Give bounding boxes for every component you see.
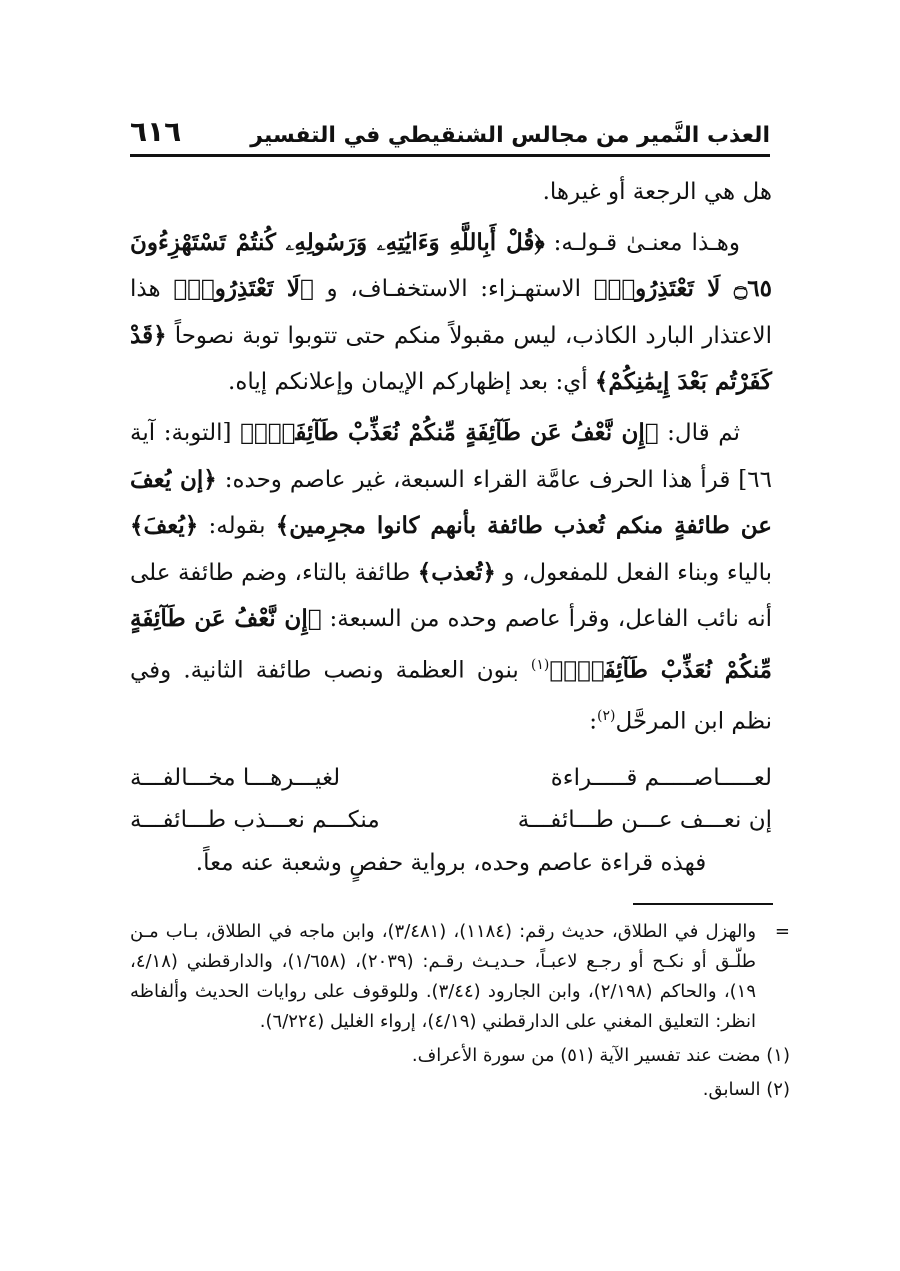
paragraph-4: فهذه قراءة عاصم وحده، برواية حفصٍ وشعبة عنه معاً. bbox=[195, 850, 707, 877]
footnote-2: (٢) السابق. bbox=[702, 1079, 790, 1100]
text-run: ثم قال: bbox=[658, 419, 740, 446]
poem bbox=[130, 757, 772, 841]
footnote-1: (١) مضت عند تفسير الآية (٥١) من سورة الأعراف. bbox=[411, 1045, 790, 1066]
paragraph-3 bbox=[130, 410, 772, 745]
text-run: طائفة بالتاء، وضم طائفة على أنه نائب الفاعل، وقرأ عاصم وحده من السبعة: bbox=[130, 559, 773, 633]
running-title: العذب النَّمير من مجالس الشنقيطي في التفسير bbox=[250, 123, 770, 148]
quran-quote: ﴿إِن نَّعْفُ عَن طَآئِفَةٍ مِّنكُمْ نُعَذِّبْ طَآئِفَةًۢ﴾ bbox=[130, 605, 772, 684]
poem-hemistich-right: إن نعـــف عـــن طـــائفـــة bbox=[517, 807, 772, 834]
quran-quote: ﴿قَدْ كَفَرْتُم بَعْدَ إِيمَٰنِكُمْ﴾ bbox=[130, 321, 772, 396]
page-header bbox=[130, 108, 770, 157]
paragraph-1: هل هي الرجعة أو غيرها. bbox=[542, 179, 772, 205]
text-run: وهـذا معنـىٰ قـولـه: bbox=[544, 229, 740, 256]
text-run: هذا الاعتذار البارد الكاذب، ليس مقبولاً منكم حتى تتوبوا توبة نصوحاً bbox=[130, 276, 772, 349]
poem-hemistich-left: لغيـــرهـــا مخـــالفـــة bbox=[130, 765, 341, 792]
footnote-ref-1: (١) bbox=[530, 656, 550, 673]
paragraph-2 bbox=[130, 220, 772, 406]
poem-hemistich-right: لعـــــاصـــــم قـــــراءة bbox=[550, 765, 772, 792]
quran-quote: ﴿قُلْ أَبِاللَّهِ وَءَايَٰتِهِۦ وَرَسُولِهِۦ كُنتُمْ تَسْتَهْزِءُونَ ۝٦٥ لَا تَعْتَذِرُوا۟﴾ bbox=[130, 228, 773, 303]
text-run: أي: بعد إظهاركم الإيمان وإعلانكم إياه. bbox=[228, 369, 595, 396]
quran-quote: ﴿إِن نَّعْفُ عَن طَآئِفَةٍ مِّنكُمْ نُعَذِّبْ طَآئِفَةًۢ﴾ bbox=[240, 418, 659, 446]
reading-quote: ﴿يُعفَ﴾ bbox=[130, 512, 199, 540]
poem-line bbox=[130, 799, 772, 841]
text-run: : bbox=[589, 708, 597, 735]
reading-quote: ﴿تُعذب﴾ bbox=[417, 558, 496, 586]
poem-hemistich-left: منكـــم نعـــذب طـــائفـــة bbox=[130, 807, 380, 834]
footnote-text: والهزل في الطلاق، حديث رقم: (١١٨٤)، (٣/٤٨١)، وابن ماجه في الطلاق، بـاب مـن طلّـق أو نكـح أو رجـع لاعبـاً، حـديـث رقـم: (٢٠٣٩)، (١/٦٥٨)، والدارقطني (٤/١٨، ١٩)، والحاكم (٢/١٩٨)، وابن الجارود (٣/٤٤). وللوقوف على روايات الحديث وألفاظه انظر: التعليق المغني على الدارقطني (٤/١٩)، إرواء الغليل (٦/٢٢٤). bbox=[130, 921, 757, 1032]
quran-quote: ﴿لَا تَعْتَذِرُوا۟﴾ bbox=[173, 275, 314, 303]
reading-quote: ﴿إن يُعفَ عن طائفةٍ منكم تُعذب طائفة بأنهم كانوا مجرِمين﴾ bbox=[130, 465, 772, 540]
footnotes bbox=[130, 917, 790, 1109]
text-run: الاستهـزاء: الاستخفـاف، و bbox=[313, 276, 594, 303]
poem-line bbox=[130, 757, 772, 799]
footnote-ref-2: (٢) bbox=[597, 708, 616, 725]
footnote-divider bbox=[633, 903, 773, 905]
text-run: [التوبة: آية ٦٦] قرأ هذا الحرف عامَّة القراء السبعة، غير عاصم وحده: bbox=[130, 419, 772, 493]
main-text bbox=[130, 170, 772, 891]
text-run: بقوله: bbox=[198, 513, 276, 540]
text-run: بنون العظمة ونصب طائفة الثانية. وفي نظم ابن المرحَّل bbox=[130, 657, 772, 735]
footnote-continuation bbox=[130, 917, 790, 1037]
text-run: بالياء وبناء الفعل للمفعول، و bbox=[495, 559, 772, 586]
continuation-mark: = bbox=[774, 921, 790, 942]
page-number: ٦١٦ bbox=[130, 115, 182, 148]
